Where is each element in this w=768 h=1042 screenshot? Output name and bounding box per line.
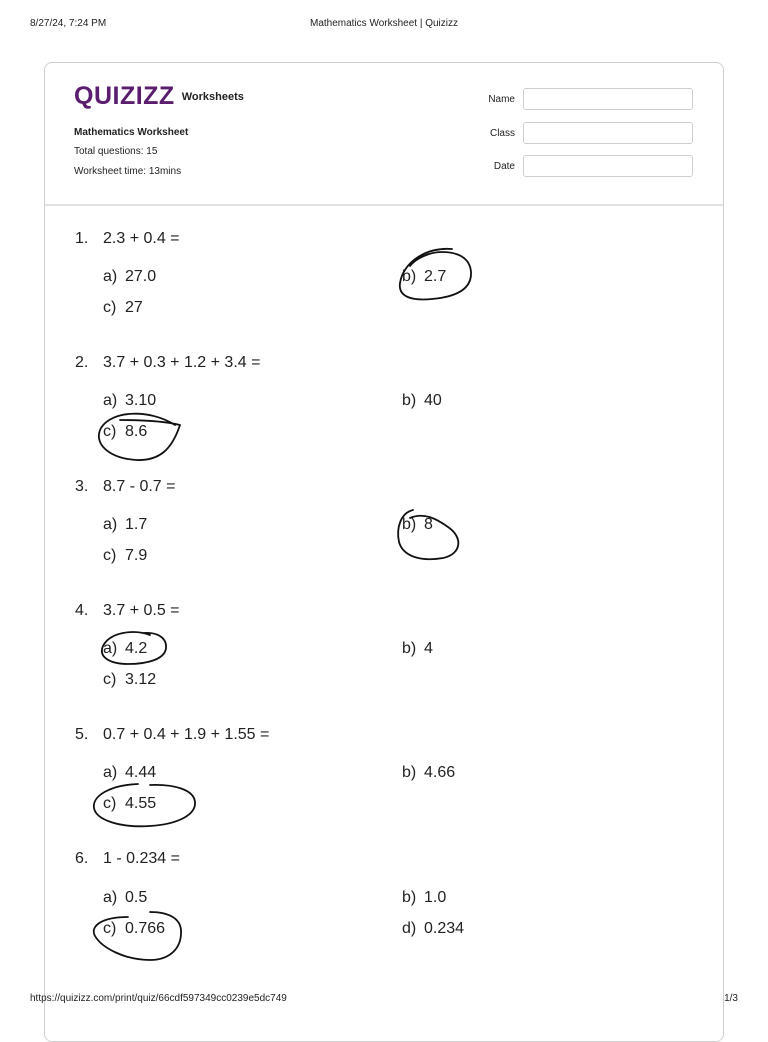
option-letter: c) [103, 671, 117, 688]
option-2a[interactable] [103, 392, 156, 410]
option-1a[interactable] [103, 268, 156, 286]
option-letter: a) [103, 889, 118, 906]
print-url: https://quizizz.com/print/quiz/66cdf597349cc0239e5dc749 [30, 993, 287, 1004]
question-number: 4. [75, 602, 89, 619]
print-title: Mathematics Worksheet | Quizizz [309, 18, 458, 29]
option-text: 1.0 [424, 889, 447, 906]
question-number: 5. [75, 726, 89, 743]
option-6a[interactable] [103, 889, 147, 907]
option-letter: c) [103, 423, 117, 440]
option-3c[interactable] [103, 547, 147, 565]
option-text: 3.12 [125, 671, 157, 688]
option-2b[interactable] [402, 392, 442, 410]
option-text: 7.9 [125, 547, 148, 564]
option-text: 4 [424, 640, 433, 657]
option-text: 27.0 [125, 268, 157, 285]
class-label: Class [489, 128, 515, 139]
option-2c[interactable] [103, 423, 147, 441]
option-text: 27 [125, 299, 143, 316]
option-5b[interactable] [402, 764, 455, 782]
option-3b[interactable] [402, 516, 433, 534]
option-letter: b) [402, 392, 417, 409]
option-letter: a) [103, 392, 118, 409]
option-text: 3.10 [125, 392, 157, 409]
option-letter: b) [402, 268, 417, 285]
worksheet-header [45, 63, 723, 206]
option-text: 1.7 [125, 516, 148, 533]
question-text: 2.3 + 0.4 = [103, 230, 180, 247]
option-1c[interactable] [103, 299, 143, 317]
class-field[interactable] [523, 122, 693, 144]
option-letter: b) [402, 764, 417, 781]
option-letter: a) [103, 516, 118, 533]
question-text: 3.7 + 0.5 = [103, 602, 180, 619]
option-text: 8 [424, 516, 433, 533]
page-number: 1/3 [724, 993, 738, 1004]
option-text: 4.44 [125, 764, 157, 781]
question-number: 1. [75, 230, 89, 247]
option-letter: c) [103, 920, 117, 937]
name-field[interactable] [523, 88, 693, 110]
option-letter: b) [402, 516, 417, 533]
question-number: 3. [75, 478, 89, 495]
option-letter: c) [103, 795, 117, 812]
option-6c[interactable] [103, 920, 165, 938]
option-letter: c) [103, 547, 117, 564]
option-text: 4.2 [125, 640, 148, 657]
name-label: Name [488, 94, 515, 105]
option-letter: a) [103, 268, 118, 285]
option-letter: d) [402, 920, 417, 937]
option-letter: a) [103, 764, 118, 781]
option-4b[interactable] [402, 640, 433, 658]
logo-subtitle: Worksheets [181, 91, 244, 103]
option-text: 8.6 [125, 423, 148, 440]
option-text: 0.766 [125, 920, 166, 937]
question-text: 3.7 + 0.3 + 1.2 + 3.4 = [103, 354, 261, 371]
option-1b[interactable] [402, 268, 446, 286]
option-letter: b) [402, 640, 417, 657]
worksheet-title: Mathematics Worksheet [74, 127, 189, 138]
total-questions: Total questions: 15 [74, 146, 158, 157]
worksheet-card [44, 62, 724, 1042]
option-5c[interactable] [103, 795, 156, 813]
option-letter: a) [103, 640, 118, 657]
question-number: 6. [75, 850, 89, 867]
option-letter: c) [103, 299, 117, 316]
print-date: 8/27/24, 7:24 PM [30, 18, 107, 29]
option-text: 4.66 [424, 764, 456, 781]
question-text: 8.7 - 0.7 = [103, 478, 176, 495]
option-text: 4.55 [125, 795, 157, 812]
option-4a[interactable] [103, 640, 147, 658]
question-text: 1 - 0.234 = [103, 850, 180, 867]
option-6d[interactable] [402, 920, 464, 938]
worksheet-time: Worksheet time: 13mins [74, 166, 182, 177]
quizizz-logo [74, 83, 244, 109]
option-text: 2.7 [424, 268, 447, 285]
option-4c[interactable] [103, 671, 156, 689]
date-label: Date [493, 161, 515, 172]
option-5a[interactable] [103, 764, 156, 782]
option-text: 40 [424, 392, 442, 409]
option-text: 0.5 [125, 889, 148, 906]
logo-wordmark: QUIZIZZ [74, 82, 175, 110]
option-text: 0.234 [424, 920, 465, 937]
option-6b[interactable] [402, 889, 446, 907]
option-letter: b) [402, 889, 417, 906]
date-field[interactable] [523, 155, 693, 177]
question-number: 2. [75, 354, 89, 371]
question-text: 0.7 + 0.4 + 1.9 + 1.55 = [103, 726, 270, 743]
option-3a[interactable] [103, 516, 147, 534]
